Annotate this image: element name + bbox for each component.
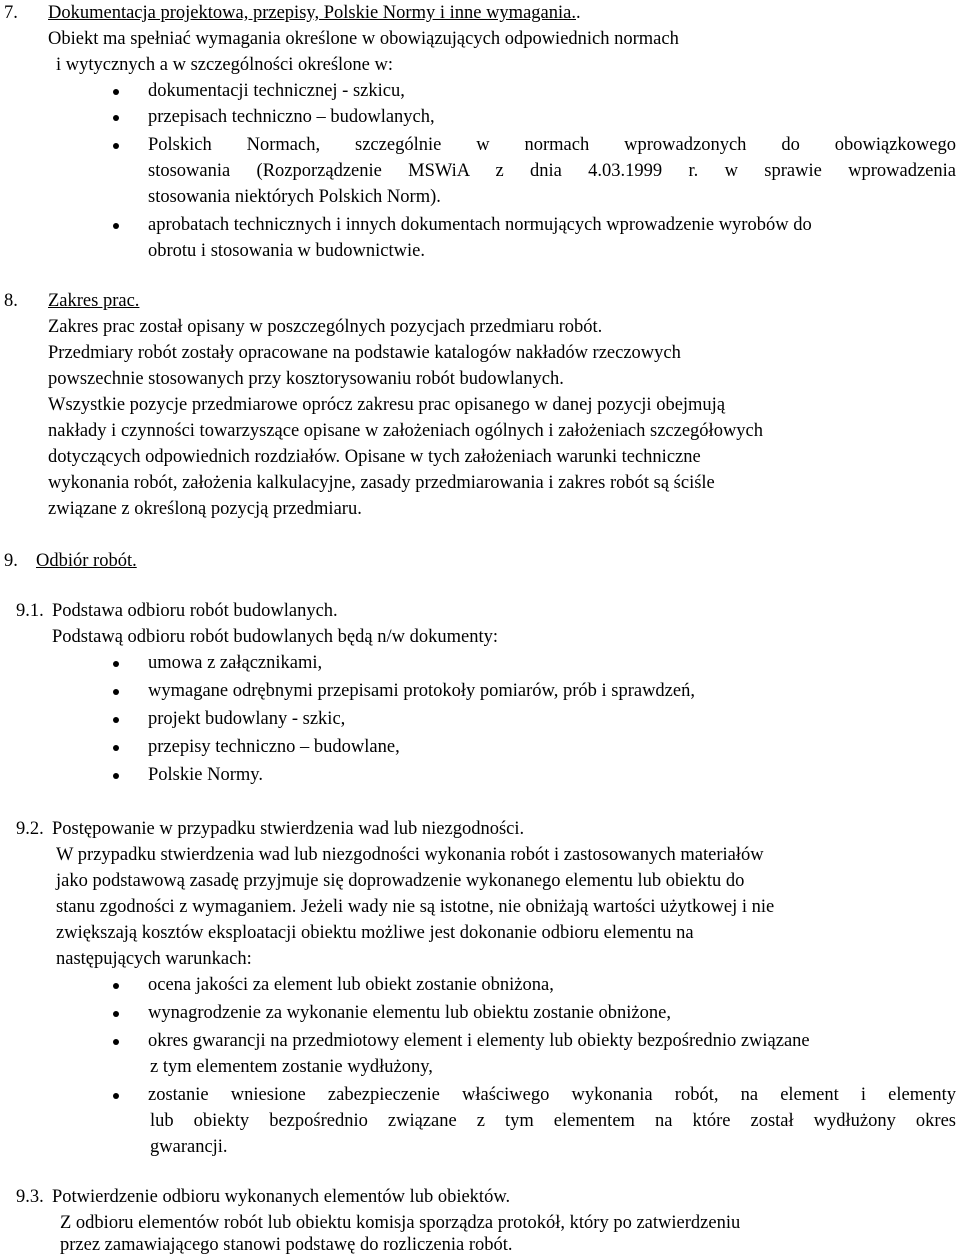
list-item: wynagrodzenie za wykonanie elementu lub obiektu zostanie obniżone, <box>148 1003 671 1023</box>
list-item: przepisy techniczno – budowlane, <box>148 737 400 757</box>
bullet-icon <box>113 143 119 149</box>
paragraph-line: Zakres prac został opisany w poszczególnych pozycjach przedmiaru robót. <box>48 317 603 337</box>
bullet-icon <box>113 745 119 751</box>
bullet-icon <box>113 773 119 779</box>
bullet-icon <box>113 223 119 229</box>
paragraph-line: związane z określoną pozycją przedmiaru. <box>48 499 362 519</box>
list-item: wymagane odrębnymi przepisami protokoły pomiarów, prób i sprawdzeń, <box>148 681 695 701</box>
paragraph-line: wykonania robót, założenia kalkulacyjne, zasady przedmiarowania i zakres robót są ściśle <box>48 473 715 493</box>
list-item: zostanie wniesione zabezpieczenie właściwego wykonania robót, na element i elementy <box>148 1085 956 1105</box>
section-7-heading: Dokumentacja projektowa, przepisy, Polskie Normy i inne wymagania.. <box>48 0 581 26</box>
paragraph-line: dotyczących odpowiednich rozdziałów. Opisane w tych założeniach warunki techniczne <box>48 447 701 467</box>
list-item-continuation: lub obiekty bezpośrednio związane z tym elementem na które został wydłużony okres <box>150 1111 956 1131</box>
paragraph-line: Z odbioru elementów robót lub obiektu komisja sporządza protokół, który po zatwierdzeniu <box>60 1213 741 1233</box>
section-7-intro-line: i wytycznych a w szczególności określone w: <box>56 55 394 75</box>
paragraph-line: nakłady i czynności towarzyszące opisane w założeniach ogólnych i założeniach szczegółowych <box>48 421 764 441</box>
paragraph-line: Przedmiary robót zostały opracowane na podstawie katalogów nakładów rzeczowych <box>48 343 681 363</box>
list-item-continuation: gwarancji. <box>150 1137 228 1157</box>
bullet-icon <box>113 1011 119 1017</box>
list-item: aprobatach technicznych i innych dokumentach normujących wprowadzenie wyrobów do <box>148 215 812 235</box>
bullet-icon <box>113 689 119 695</box>
bullet-icon <box>113 983 119 989</box>
subsection-9-3-heading: Potwierdzenie odbioru wykonanych elementów lub obiektów. <box>52 1187 511 1207</box>
subsection-9-2-heading: Postępowanie w przypadku stwierdzenia wad lub niezgodności. <box>52 819 525 839</box>
paragraph-line: zwiększają kosztów eksploatacji obiektu możliwe jest dokonanie odbioru elementu na <box>56 923 694 943</box>
list-item: ocena jakości za element lub obiekt zostanie obniżona, <box>148 975 554 995</box>
list-item-continuation: obrotu i stosowania w budownictwie. <box>148 241 425 261</box>
list-item: umowa z załącznikami, <box>148 653 323 673</box>
list-item: dokumentacji technicznej - szkicu, <box>148 81 405 101</box>
bullet-icon <box>113 89 119 95</box>
paragraph-line: jako podstawową zasadę przyjmuje się doprowadzenie wykonanego elementu lub obiektu do <box>56 871 745 891</box>
subsection-9-1-number: 9.1. <box>16 601 44 621</box>
paragraph-line: następujących warunkach: <box>56 949 252 969</box>
section-9-heading: Odbiór robót. <box>36 551 137 571</box>
bullet-icon <box>113 717 119 723</box>
bullet-icon <box>113 661 119 667</box>
bullet-icon <box>113 1093 119 1099</box>
section-8-number: 8. <box>4 291 18 311</box>
list-item: przepisach techniczno – budowlanych, <box>148 107 435 127</box>
paragraph-line: powszechnie stosowanych przy kosztorysowaniu robót budowlanych. <box>48 369 564 389</box>
subsection-9-3-number: 9.3. <box>16 1187 44 1207</box>
section-7-heading-tail: . <box>575 3 581 23</box>
subsection-9-1-heading: Podstawa odbioru robót budowlanych. <box>52 601 338 621</box>
subsection-9-2-number: 9.2. <box>16 819 44 839</box>
bullet-icon <box>113 1039 119 1045</box>
list-item-continuation: z tym elementem zostanie wydłużony, <box>150 1057 433 1077</box>
paragraph-line: W przypadku stwierdzenia wad lub niezgodności wykonania robót i zastosowanych materiałów <box>56 845 764 865</box>
paragraph-line: stanu zgodności z wymaganiem. Jeżeli wady nie są istotne, nie obniżają wartości użytkowej i nie <box>56 897 775 917</box>
section-8-heading: Zakres prac. <box>48 291 140 311</box>
list-item: okres gwarancji na przedmiotowy element i elementy lub obiekty bezpośrednio związane <box>148 1031 810 1051</box>
paragraph-line: Podstawą odbioru robót budowlanych będą n/w dokumenty: <box>52 627 498 647</box>
list-item-continuation: stosowania (Rozporządzenie MSWiA z dnia 4.03.1999 r. w sprawie wprowadzenia <box>148 161 956 181</box>
paragraph-line: Wszystkie pozycje przedmiarowe oprócz zakresu prac opisanego w danej pozycji obejmują <box>48 395 726 415</box>
list-item: Polskie Normy. <box>148 765 263 785</box>
list-item: Polskich Normach, szczególnie w normach wprowadzonych do obowiązkowego <box>148 135 956 155</box>
section-7-number: 7. <box>4 3 18 23</box>
bullet-icon <box>113 115 119 121</box>
section-7-intro-line: Obiekt ma spełniać wymagania określone w obowiązujących odpowiednich normach <box>48 29 679 49</box>
list-item: projekt budowlany - szkic, <box>148 709 346 729</box>
section-9-number: 9. <box>4 551 18 571</box>
paragraph-line: przez zamawiającego stanowi podstawę do rozliczenia robót. <box>60 1235 513 1255</box>
list-item-continuation: stosowania niektórych Polskich Norm). <box>148 187 441 207</box>
